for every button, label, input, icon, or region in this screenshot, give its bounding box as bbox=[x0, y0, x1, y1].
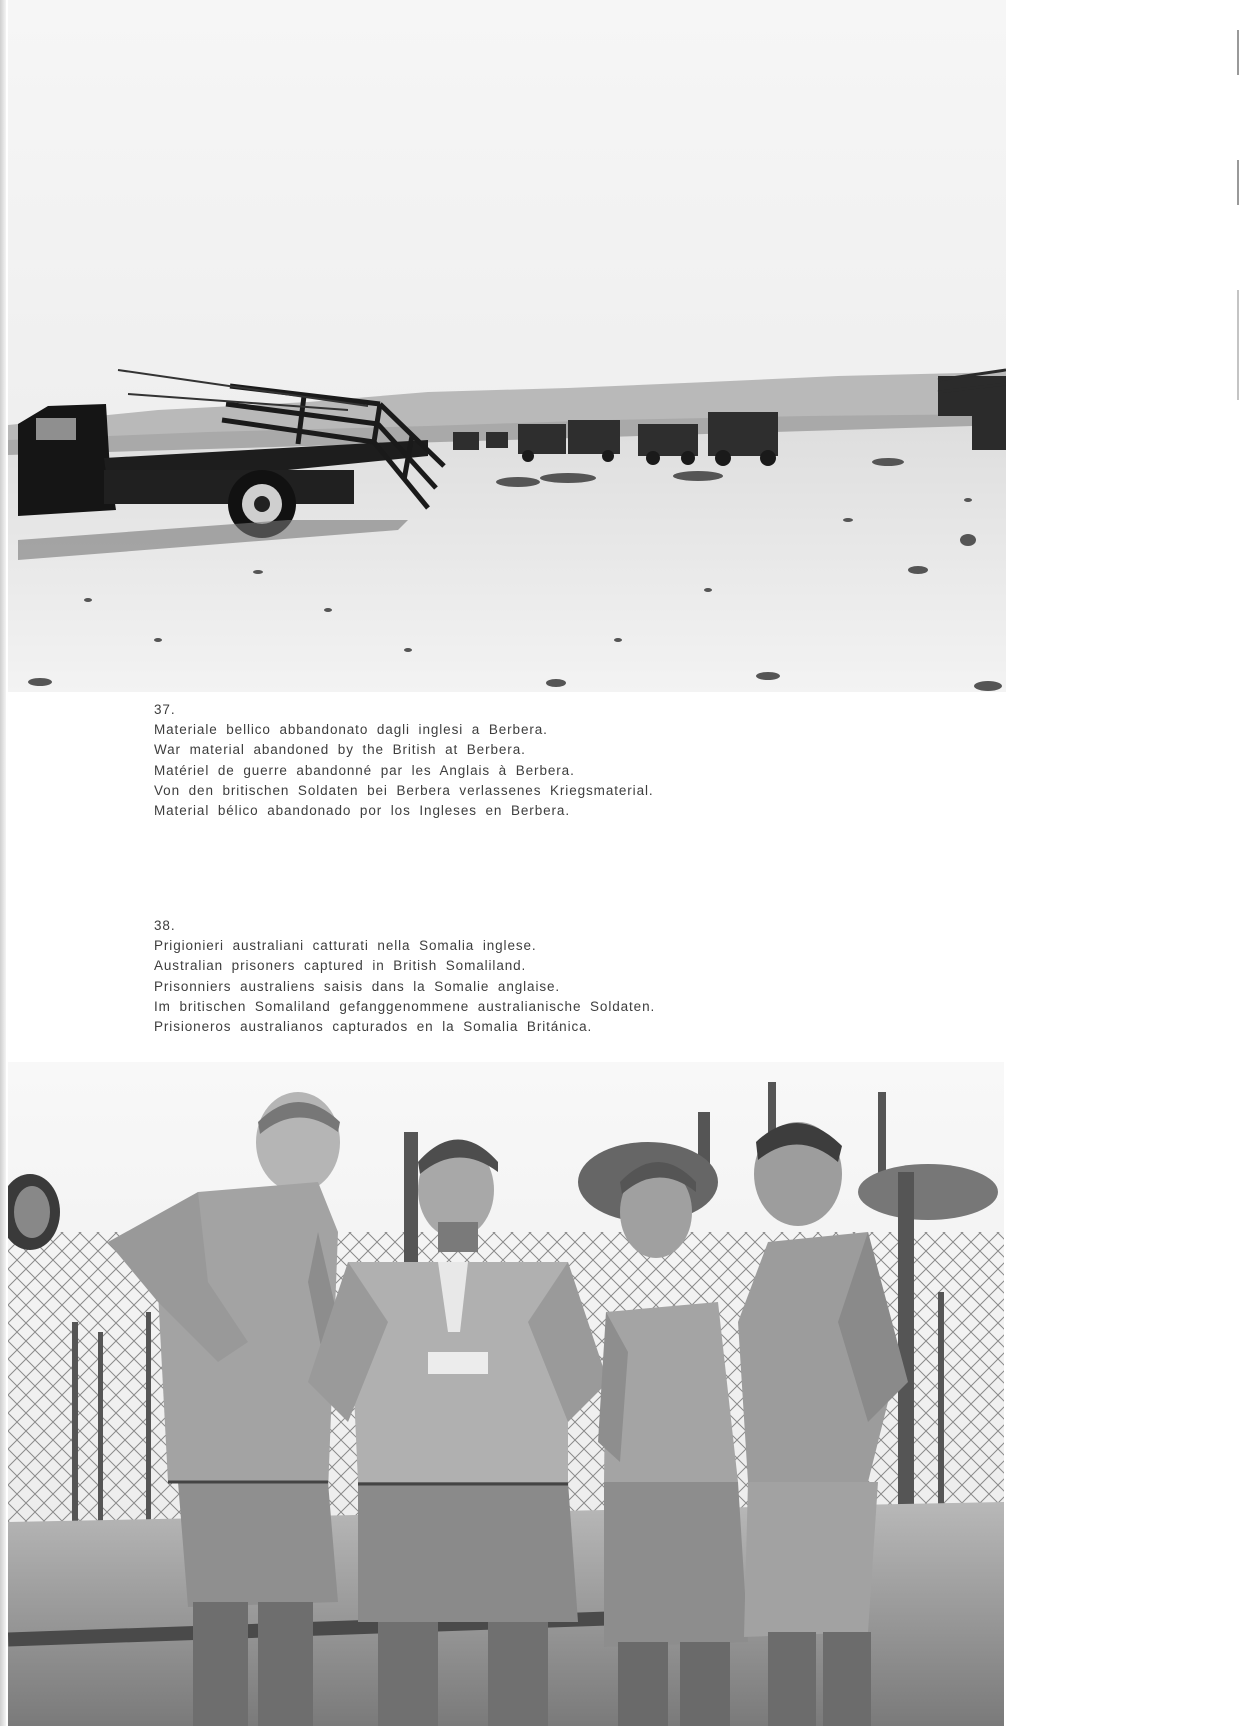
caption-line-german: Von den britischen Soldaten bei Berbera verlassenes Kriegsmaterial. bbox=[154, 782, 654, 798]
caption-line-french: Prisonniers australiens saisis dans la Somalie anglaise. bbox=[154, 978, 561, 994]
page-edge-marks bbox=[1231, 0, 1241, 1726]
caption-line-english: War material abandoned by the British at Berbera. bbox=[154, 742, 526, 758]
page-binding-edge bbox=[0, 0, 6, 1726]
caption-line-german: Im britischen Somaliland gefanggenommene australianische Soldaten. bbox=[154, 998, 656, 1014]
photo-australian-prisoners bbox=[8, 1062, 1004, 1726]
caption-line-spanish: Prisioneros australianos capturados en la Somalia Británica. bbox=[154, 1019, 593, 1035]
caption-line-italian: Prigionieri australiani catturati nella Somalia inglese. bbox=[154, 938, 537, 954]
caption-number: 38. bbox=[154, 918, 176, 933]
caption-photo-37 bbox=[154, 700, 794, 821]
caption-photo-38 bbox=[154, 916, 794, 1037]
caption-number: 37. bbox=[154, 702, 176, 717]
caption-line-spanish: Material bélico abandonado por los Ingleses en Berbera. bbox=[154, 803, 570, 819]
photo-abandoned-war-material bbox=[8, 0, 1006, 692]
caption-line-english: Australian prisoners captured in British Somaliland. bbox=[154, 958, 527, 974]
caption-line-italian: Materiale bellico abbandonato dagli inglesi a Berbera. bbox=[154, 722, 548, 738]
caption-line-french: Matériel de guerre abandonné par les Anglais à Berbera. bbox=[154, 762, 575, 778]
